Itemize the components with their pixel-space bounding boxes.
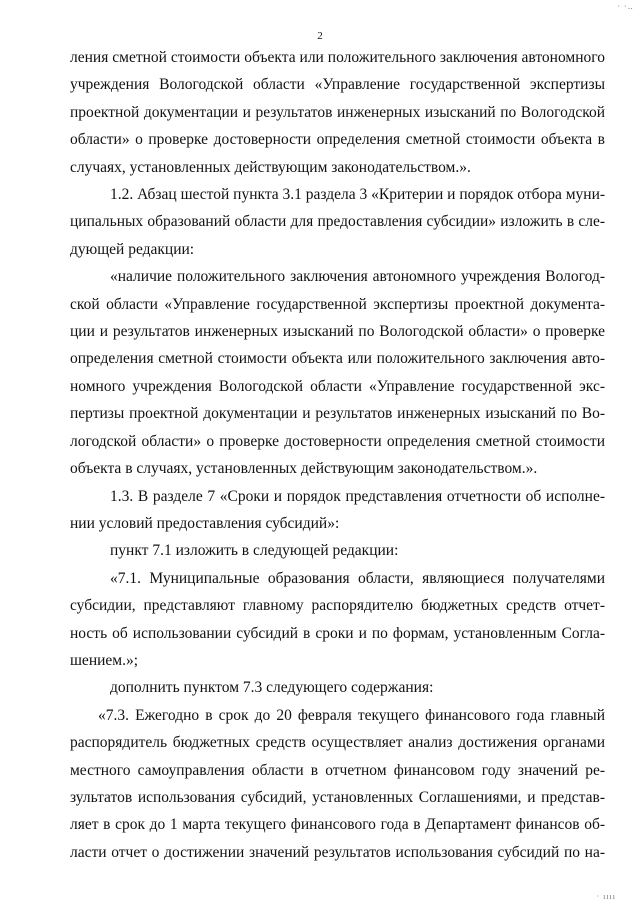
text-line: ции и результатов инженерных изысканий по Вологодской области» о проверке [70,323,605,341]
paragraph [70,44,605,181]
text-line: нии условий предоставления субсидий»: [70,514,340,532]
document-body [70,44,605,866]
paragraph [70,483,605,538]
text-line: ления сметной стоимости объекта или положительного заключения автономного [70,49,605,66]
paragraph [70,181,605,263]
text-line: распорядитель бюджетных средств осуществляет анализ достижения органами [70,734,605,752]
paragraph [70,702,605,866]
text-line: субсидии, представляют главному распорядителю бюджетных средств отчет- [70,597,605,615]
text-line: области» о проверке достоверности определения сметной стоимости объекта в [70,131,605,149]
text-line: «7.1. Муниципальные образования области, являющиеся получателями [110,569,605,587]
paragraph [70,565,605,675]
text-line: пункт 7.1 изложить в следующей редакции: [110,542,399,560]
page-number: 2 [317,30,323,42]
text-line: проектной документации и результатов инженерных изысканий по Вологодской [70,103,605,121]
text-line: ласти отчет о достижении значений результатов использования субсидий по на- [70,843,605,861]
text-line: ской области «Управление государственной экспертизы проектной документа- [70,295,605,313]
text-line: 1.3. В разделе 7 «Сроки и порядок представления отчетности об исполне- [110,487,605,505]
text-line: номного учреждения Вологодской области «Управление государственной экс- [70,377,605,395]
paragraph [70,674,605,701]
top-right-mark: · ·‥ [617,2,634,11]
text-line: логодской области» о проверке достоверности определения сметной стоимости [70,432,605,450]
paragraph [70,537,605,564]
text-line: ность об использовании субсидий в сроки и по формам, установленным Согла- [70,624,605,642]
text-line: дополнить пунктом 7.3 следующего содержания: [110,679,434,697]
text-line: зультатов использования субсидий, установленных Соглашениями, и представ- [70,788,605,806]
text-line: учреждения Вологодской области «Управление государственной экспертизы [70,76,605,94]
text-line: ципальных образований области для предоставления субсидии» изложить в сле- [70,213,605,231]
paragraph [70,263,605,482]
text-line: объекта в случаях, установленных действующим законодательством.». [70,460,538,478]
text-line: «наличие положительного заключения автономного учреждения Вологод- [110,268,605,286]
text-line: 1.2. Абзац шестой пункта 3.1 раздела 3 «Критерии и порядок отбора муни- [110,186,606,204]
text-line: «7.3. Ежегодно в срок до 20 февраля текущего финансового года главный [98,706,605,724]
text-line: определения сметной стоимости объекта или положительного заключения авто- [70,350,605,368]
text-line: местного самоуправления области в отчетном финансовом году значений ре- [70,761,605,779]
text-line: ляет в срок до 1 марта текущего финансового года в Департамент финансов об- [70,816,605,834]
text-line: пертизы проектной документации и результатов инженерных изысканий по Во- [70,405,605,423]
text-line: случаях, установленных действующим законодательством.». [70,158,471,176]
bottom-right-mark: · ıııı [596,892,616,901]
text-line: дующей редакции: [70,240,195,258]
text-line: шением.»; [70,651,139,669]
